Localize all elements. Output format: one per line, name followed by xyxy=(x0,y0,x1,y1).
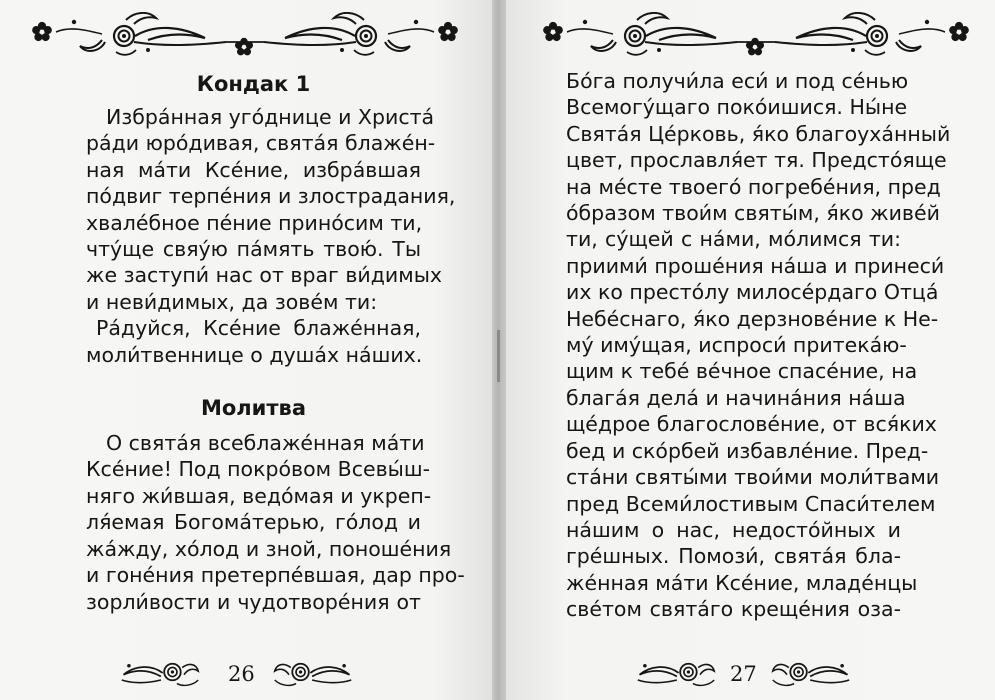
floral-scroll-header-icon xyxy=(30,10,460,60)
text-line: о́бразом твои́м святы́м, я́ко живе́й xyxy=(566,201,940,226)
text-line: ра́ди юро́дивая, свята́я блаже́н- xyxy=(86,131,436,156)
text-line: све́том свята́го креще́ния оза- xyxy=(566,597,901,622)
left-page-footer xyxy=(120,656,353,692)
prayer-heading: Молитва xyxy=(200,396,307,421)
text-line: Свята́я Це́рковь, я́ко благоуха́нный xyxy=(566,121,951,146)
kondak-text xyxy=(86,104,456,368)
floral-scroll-footer-right-icon xyxy=(273,656,353,692)
text-line: на́шим о нас, недосто́йных и xyxy=(566,517,901,542)
text-line: же́нная ма́ти Ксе́ние, младе́нцы xyxy=(566,570,918,595)
gutter-binding-mark xyxy=(497,330,500,382)
right-page-text xyxy=(566,68,951,623)
right-page-footer xyxy=(636,656,851,692)
text-line: на ме́сте твоего́ погребе́ния, пред xyxy=(566,174,941,199)
text-line: ще́дрое благослове́ние, от вся́ких xyxy=(566,412,937,437)
text-line: же заступи́ нас от враг ви́димых xyxy=(86,263,443,288)
left-page-text xyxy=(86,68,465,615)
text-line: ля́емая Богома́терью, го́лод и xyxy=(86,510,421,535)
floral-scroll-footer-right-icon xyxy=(771,656,851,692)
text-line: зорли́вости и чудотворе́ния от xyxy=(86,589,421,614)
text-line: и гоне́ния претерпе́вшая, дар про- xyxy=(86,563,465,588)
text-line: Ксе́ние! Под покро́вом Всевы́ш- xyxy=(86,457,431,482)
text-line: Избра́нная уго́днице и Христа́ xyxy=(106,105,435,129)
text-line: жа́жду, хо́лод и зной, поноше́ния xyxy=(86,536,452,561)
left-page xyxy=(0,0,492,700)
right-page xyxy=(506,0,995,700)
floral-scroll-header-icon xyxy=(541,10,971,60)
text-line: ста́ни святы́ми твои́ми моли́твами xyxy=(566,465,940,490)
text-line: моли́твеннице о душа́х на́ших. xyxy=(86,342,423,367)
text-line: Ра́дуйся, Ксе́ние блаже́нная, xyxy=(96,316,421,341)
kondak-heading: Кондак 1 xyxy=(196,72,311,96)
prayer-text xyxy=(86,430,465,615)
page-number: 26 xyxy=(228,662,255,686)
text-line: по́двиг терпе́ния и злострадания, xyxy=(86,184,456,209)
page-number: 27 xyxy=(730,662,757,686)
text-line: щим к тебе́ ве́чное спасе́ние, на xyxy=(566,359,918,384)
text-line: ная ма́ти Ксе́ние, избра́вшая xyxy=(86,157,421,182)
text-line: няго жи́вшая, ведо́мая и укреп- xyxy=(86,483,432,508)
floral-scroll-footer-left-icon xyxy=(120,656,200,692)
text-line: му́ иму́щая, испроси́ притека́ю- xyxy=(566,333,907,358)
text-line: цвет, прославля́ет тя. Предсто́яще xyxy=(566,148,947,173)
text-line: Небе́снаго, я́ко дерзнове́ние к Не- xyxy=(566,306,939,331)
text-line: их ко престо́лу милосе́рдаго Отца́ xyxy=(566,280,939,305)
text-line: гре́шных. Помози́, свята́я бла- xyxy=(566,544,901,569)
floral-scroll-footer-left-icon xyxy=(636,656,716,692)
text-line: ти, су́щей с на́ми, мо́лимся ти: xyxy=(566,227,901,252)
text-line: Бо́га получи́ла еси́ и под се́нью xyxy=(566,69,909,93)
text-line: бед и ско́рбей избавле́ние. Пред- xyxy=(566,438,929,463)
text-line: пред Всеми́лостивым Спаси́телем xyxy=(566,491,936,516)
text-line: приими́ проше́ния на́ша и принеси́ xyxy=(566,253,945,278)
text-line: и неви́димых, да зове́м ти: xyxy=(86,289,378,314)
text-line: блага́я дела́ и начина́ния на́ша xyxy=(566,385,906,410)
text-line: чту́ще свяу́ю па́мять твою́. Ты xyxy=(86,237,421,262)
text-line: Всемогу́щаго поко́ишися. Ны́не xyxy=(566,95,908,120)
text-line: О свята́я всеблаже́нная ма́ти xyxy=(106,431,425,456)
text-line: хвале́бное пе́ние прино́сим ти, xyxy=(86,210,423,235)
